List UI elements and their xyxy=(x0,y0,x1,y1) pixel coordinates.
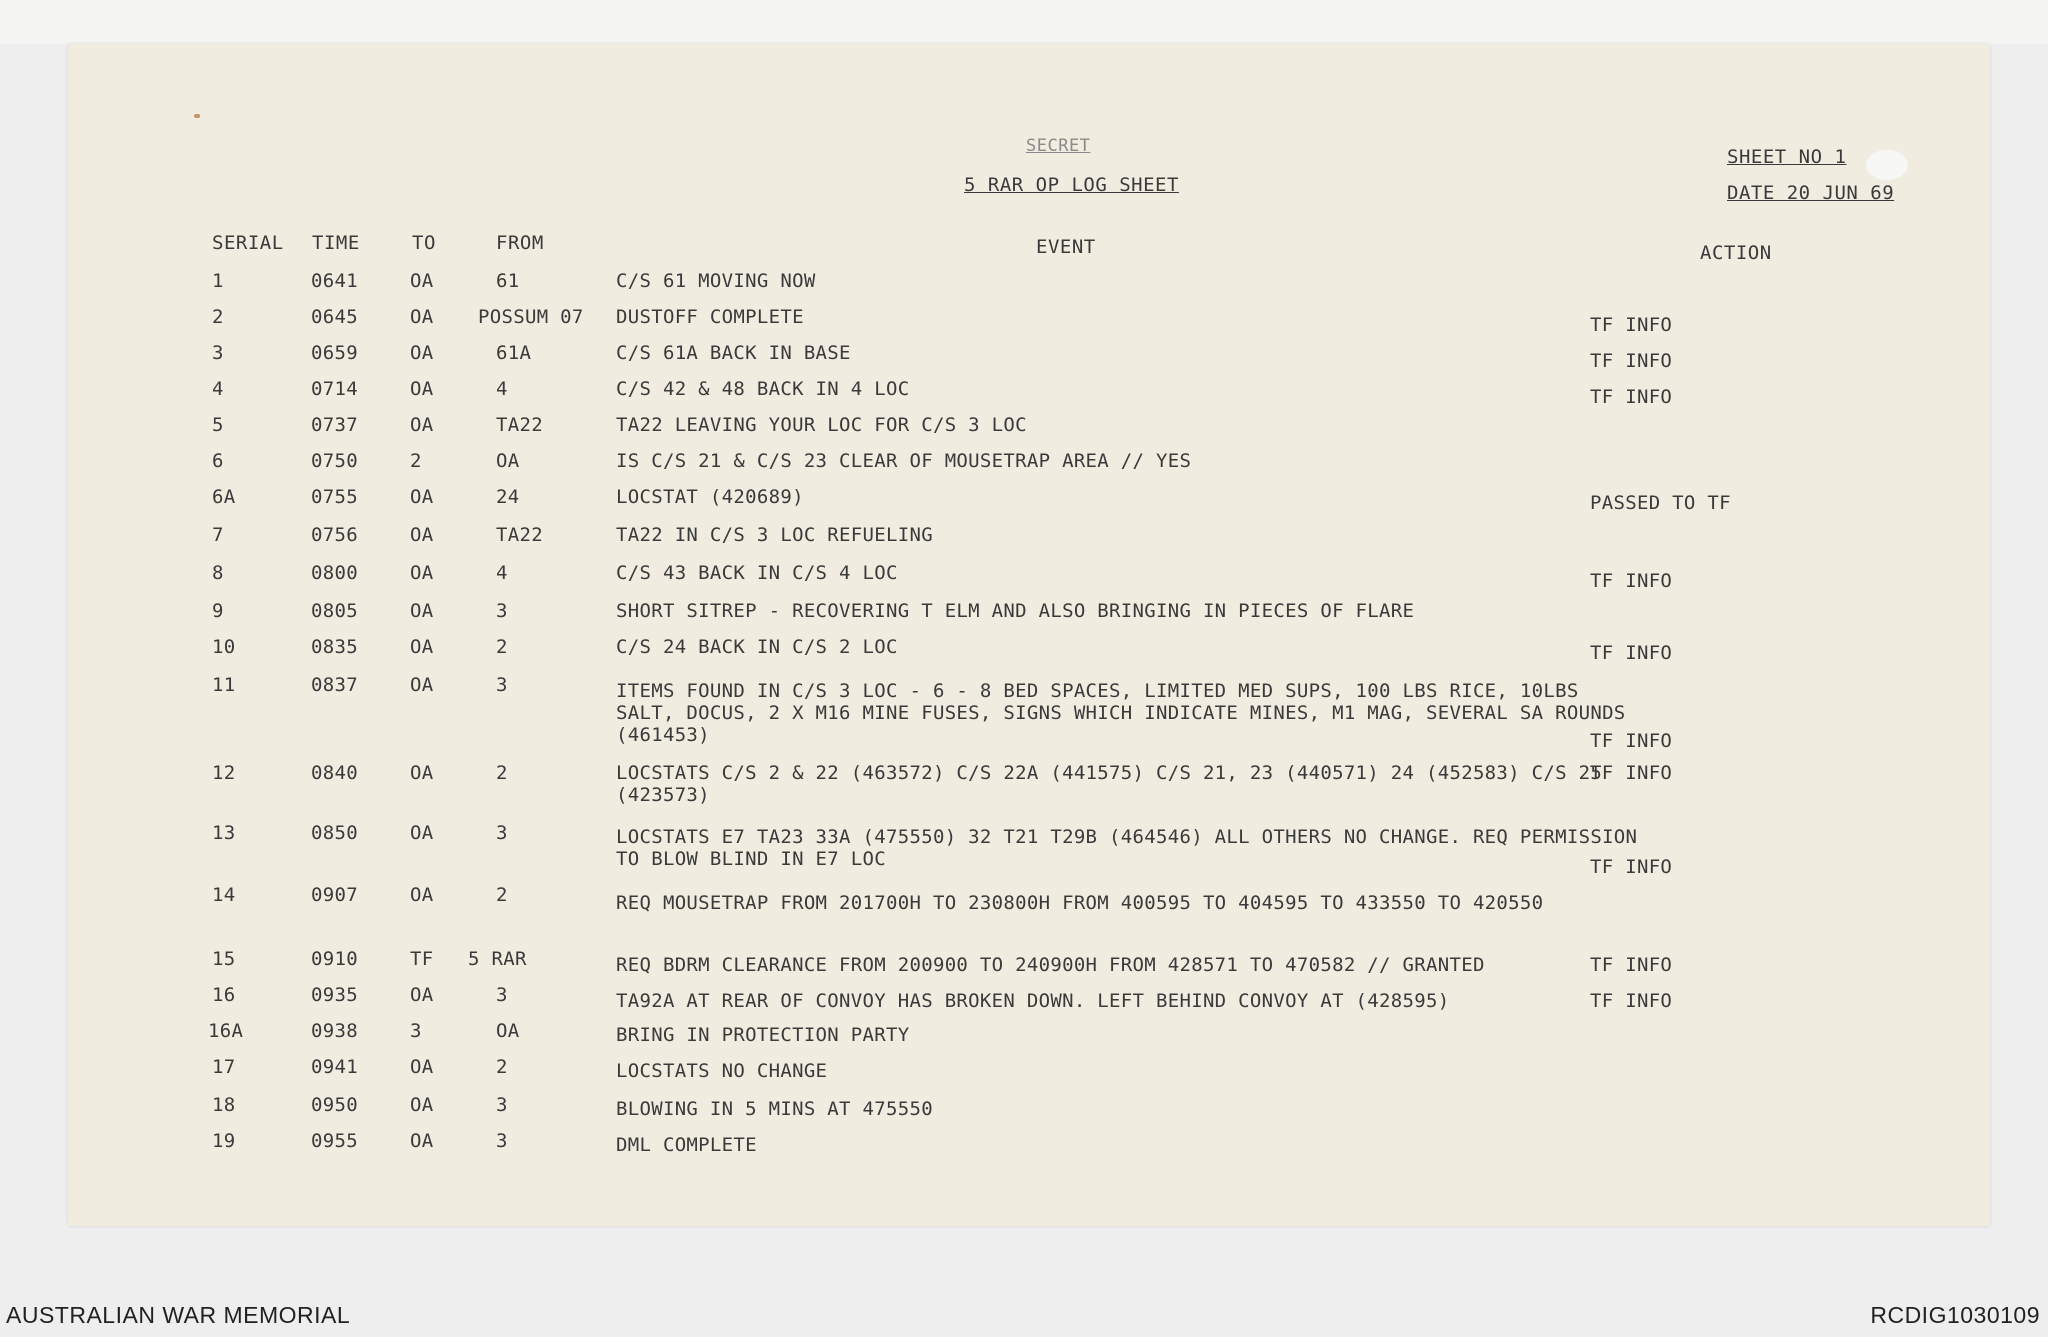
to-cell: OA xyxy=(410,562,434,584)
from-cell: 2 xyxy=(496,636,508,658)
time-cell: 0714 xyxy=(311,378,358,400)
column-header-to: TO xyxy=(412,232,436,254)
action-cell: TF INFO xyxy=(1590,386,1673,408)
event-cell: TA92A AT REAR OF CONVOY HAS BROKEN DOWN. LEFT BEHIND CONVOY AT (428595) xyxy=(616,990,1450,1012)
action-cell: TF INFO xyxy=(1590,856,1673,878)
to-cell: OA xyxy=(410,884,434,906)
time-cell: 0756 xyxy=(311,524,358,546)
to-cell: OA xyxy=(410,486,434,508)
serial-cell: 17 xyxy=(212,1056,236,1078)
from-cell: 61A xyxy=(496,342,532,364)
to-cell: OA xyxy=(410,270,434,292)
action-cell: TF INFO xyxy=(1590,730,1673,752)
from-cell: OA xyxy=(496,1020,520,1042)
event-cell: C/S 42 & 48 BACK IN 4 LOC xyxy=(616,378,910,400)
to-cell: OA xyxy=(410,1094,434,1116)
from-cell: 3 xyxy=(496,600,508,622)
time-cell: 0840 xyxy=(311,762,358,784)
serial-cell: 9 xyxy=(212,600,224,622)
from-cell: TA22 xyxy=(496,524,543,546)
to-cell: OA xyxy=(410,1056,434,1078)
from-cell: 4 xyxy=(496,562,508,584)
time-cell: 0837 xyxy=(311,674,358,696)
column-header-event: EVENT xyxy=(1036,236,1096,258)
event-cell: DML COMPLETE xyxy=(616,1134,757,1156)
time-cell: 0800 xyxy=(311,562,358,584)
serial-cell: 12 xyxy=(212,762,236,784)
time-cell: 0835 xyxy=(311,636,358,658)
from-cell: 3 xyxy=(496,1094,508,1116)
from-cell: POSSUM 07 xyxy=(478,306,584,328)
scan-top-strip xyxy=(0,0,2048,44)
time-cell: 0645 xyxy=(311,306,358,328)
to-cell: OA xyxy=(410,342,434,364)
to-cell: OA xyxy=(410,414,434,436)
sheet-date: DATE 20 JUN 69 xyxy=(1727,182,1895,204)
serial-cell: 13 xyxy=(212,822,236,844)
event-cell: TA22 IN C/S 3 LOC REFUELING xyxy=(616,524,933,546)
to-cell: TF xyxy=(410,948,434,970)
paper-mark xyxy=(194,114,200,118)
serial-cell: 10 xyxy=(212,636,236,658)
event-cell: DUSTOFF COMPLETE xyxy=(616,306,804,328)
action-cell: TF INFO xyxy=(1590,762,1673,784)
to-cell: OA xyxy=(410,762,434,784)
event-cell: C/S 43 BACK IN C/S 4 LOC xyxy=(616,562,898,584)
punch-hole xyxy=(1866,150,1908,180)
serial-cell: 19 xyxy=(212,1130,236,1152)
time-cell: 0910 xyxy=(311,948,358,970)
time-cell: 0737 xyxy=(311,414,358,436)
time-cell: 0938 xyxy=(311,1020,358,1042)
serial-cell: 16 xyxy=(212,984,236,1006)
event-cell: C/S 24 BACK IN C/S 2 LOC xyxy=(616,636,898,658)
time-cell: 0950 xyxy=(311,1094,358,1116)
time-cell: 0935 xyxy=(311,984,358,1006)
serial-cell: 4 xyxy=(212,378,224,400)
to-cell: OA xyxy=(410,600,434,622)
to-cell: OA xyxy=(410,378,434,400)
column-header-action: ACTION xyxy=(1700,242,1772,264)
event-cell: ITEMS FOUND IN C/S 3 LOC - 6 - 8 BED SPACES, LIMITED MED SUPS, 100 LBS RICE, 10LBS SALT, DOCUS, 2 X M16 MINE FUSES, SIGNS WHICH INDICATE MINES, M1 MAG, SEVERAL SA ROUNDS (461453) xyxy=(616,680,1626,746)
from-cell: 24 xyxy=(496,486,520,508)
event-cell: TA22 LEAVING YOUR LOC FOR C/S 3 LOC xyxy=(616,414,1027,436)
from-cell: 3 xyxy=(496,984,508,1006)
serial-cell: 1 xyxy=(212,270,224,292)
from-cell: 3 xyxy=(496,674,508,696)
event-cell: BRING IN PROTECTION PARTY xyxy=(616,1024,910,1046)
action-cell: TF INFO xyxy=(1590,350,1673,372)
action-cell: TF INFO xyxy=(1590,642,1673,664)
action-cell: TF INFO xyxy=(1590,954,1673,976)
time-cell: 0659 xyxy=(311,342,358,364)
event-cell: SHORT SITREP - RECOVERING T ELM AND ALSO BRINGING IN PIECES OF FLARE xyxy=(616,600,1415,622)
time-cell: 0907 xyxy=(311,884,358,906)
serial-cell: 14 xyxy=(212,884,236,906)
event-cell: IS C/S 21 & C/S 23 CLEAR OF MOUSETRAP AREA // YES xyxy=(616,450,1192,472)
column-header-from: FROM xyxy=(496,232,544,254)
action-cell: PASSED TO TF xyxy=(1590,492,1731,514)
serial-cell: 6 xyxy=(212,450,224,472)
from-cell: 61 xyxy=(496,270,520,292)
log-sheet-paper xyxy=(68,44,1990,1226)
column-header-serial: SERIAL xyxy=(212,232,284,254)
reference-number: RCDIG1030109 xyxy=(1870,1302,2040,1328)
action-cell: TF INFO xyxy=(1590,990,1673,1012)
event-cell: LOCSTAT (420689) xyxy=(616,486,804,508)
event-cell: REQ BDRM CLEARANCE FROM 200900 TO 240900H FROM 428571 TO 470582 // GRANTED xyxy=(616,954,1485,976)
serial-cell: 16A xyxy=(208,1020,244,1042)
event-cell: C/S 61A BACK IN BASE xyxy=(616,342,851,364)
action-cell: TF INFO xyxy=(1590,570,1673,592)
serial-cell: 3 xyxy=(212,342,224,364)
to-cell: OA xyxy=(410,822,434,844)
event-cell: C/S 61 MOVING NOW xyxy=(616,270,816,292)
time-cell: 0805 xyxy=(311,600,358,622)
from-cell: 2 xyxy=(496,762,508,784)
from-cell: 5 RAR xyxy=(468,948,527,970)
event-cell: LOCSTATS NO CHANGE xyxy=(616,1060,828,1082)
to-cell: OA xyxy=(410,306,434,328)
serial-cell: 7 xyxy=(212,524,224,546)
event-cell: REQ MOUSETRAP FROM 201700H TO 230800H FROM 400595 TO 404595 TO 433550 TO 420550 xyxy=(616,892,1544,914)
serial-cell: 8 xyxy=(212,562,224,584)
time-cell: 0755 xyxy=(311,486,358,508)
event-cell: LOCSTATS E7 TA23 33A (475550) 32 T21 T29B (464546) ALL OTHERS NO CHANGE. REQ PERMISSION TO BLOW BLIND IN E7 LOC xyxy=(616,826,1638,870)
to-cell: OA xyxy=(410,524,434,546)
from-cell: OA xyxy=(496,450,520,472)
to-cell: OA xyxy=(410,674,434,696)
serial-cell: 18 xyxy=(212,1094,236,1116)
action-cell: TF INFO xyxy=(1590,314,1673,336)
column-header-time: TIME xyxy=(312,232,360,254)
serial-cell: 5 xyxy=(212,414,224,436)
event-cell: LOCSTATS C/S 2 & 22 (463572) C/S 22A (441575) C/S 21, 23 (440571) 24 (452583) C/S 25 (423573) xyxy=(616,762,1603,806)
classification-marking: SECRET xyxy=(1026,136,1091,156)
sheet-title: 5 RAR OP LOG SHEET xyxy=(964,174,1179,196)
to-cell: OA xyxy=(410,1130,434,1152)
to-cell: OA xyxy=(410,984,434,1006)
serial-cell: 2 xyxy=(212,306,224,328)
serial-cell: 15 xyxy=(212,948,236,970)
from-cell: 4 xyxy=(496,378,508,400)
to-cell: 2 xyxy=(410,450,422,472)
time-cell: 0641 xyxy=(311,270,358,292)
from-cell: 2 xyxy=(496,884,508,906)
from-cell: 3 xyxy=(496,1130,508,1152)
institution-credit: AUSTRALIAN WAR MEMORIAL xyxy=(6,1302,351,1328)
time-cell: 0941 xyxy=(311,1056,358,1078)
to-cell: 3 xyxy=(410,1020,422,1042)
from-cell: 3 xyxy=(496,822,508,844)
time-cell: 0955 xyxy=(311,1130,358,1152)
to-cell: OA xyxy=(410,636,434,658)
from-cell: 2 xyxy=(496,1056,508,1078)
time-cell: 0850 xyxy=(311,822,358,844)
serial-cell: 11 xyxy=(212,674,236,696)
event-cell: BLOWING IN 5 MINS AT 475550 xyxy=(616,1098,933,1120)
from-cell: TA22 xyxy=(496,414,543,436)
time-cell: 0750 xyxy=(311,450,358,472)
sheet-number: SHEET NO 1 xyxy=(1727,146,1847,168)
serial-cell: 6A xyxy=(212,486,236,508)
